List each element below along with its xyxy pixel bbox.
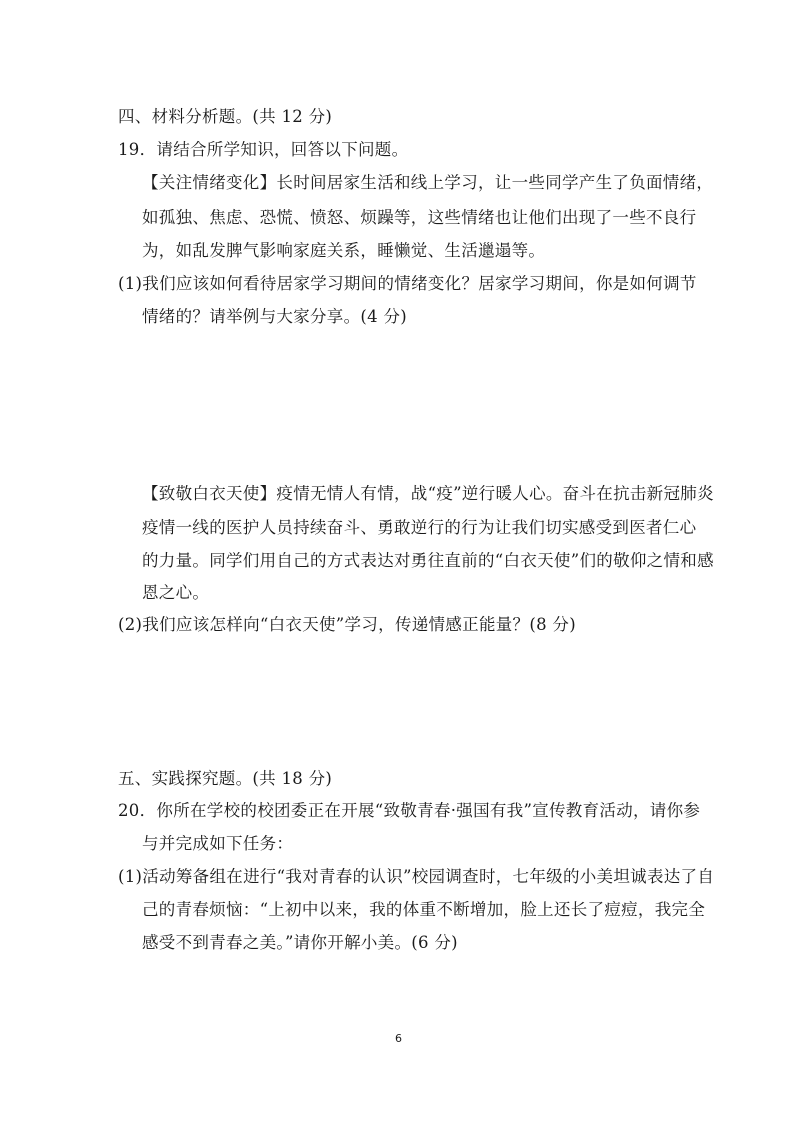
material-line: 恩之心。 — [142, 583, 210, 602]
material-line: 疫情一线的医护人员持续奋斗、勇敢逆行的行为让我们切实感受到医者仁心 — [142, 518, 697, 537]
question-19-sub-2: (2)我们应该怎样向“白衣天使”学习，传递情感正能量？(8 分) — [118, 615, 576, 634]
material-line: 【致敬白衣天使】疫情无情人有情，战“疫”逆行暖人心。奋斗在抗击新冠肺炎 — [142, 484, 714, 503]
page-number: 6 — [395, 1032, 402, 1045]
sub-question-line: (1)活动筹备组在进行“我对青春的认识”校园调查时，七年级的小美坦诚表达了自 — [118, 867, 715, 886]
material-line: 【关注情绪变化】长时间居家生活和线上学习，让一些同学产生了负面情绪， — [142, 173, 714, 192]
section-5-heading: 五、实践探究题。(共 18 分) — [118, 769, 333, 788]
prompt-line: 20．你所在学校的校团委正在开展“致敬青春·强国有我”宣传教育活动，请你参 — [118, 801, 701, 820]
sub-question-line: 己的青春烦恼：“上初中以来，我的体重不断增加，脸上还长了痘痘，我完全 — [142, 900, 706, 919]
material-line: 的力量。同学们用自己的方式表达对勇往直前的“白衣天使”们的敬仰之情和感 — [142, 551, 714, 570]
prompt-line: 与并完成如下任务： — [142, 834, 294, 853]
sub-question-line: 情绪的？请举例与大家分享。(4 分) — [142, 307, 408, 326]
material-line: 如孤独、焦虑、恐慌、愤怒、烦躁等，这些情绪也让他们出现了一些不良行 — [142, 208, 697, 227]
section-4-heading: 四、材料分析题。(共 12 分) — [118, 107, 333, 126]
material-line: 为，如乱发脾气影响家庭关系，睡懒觉、生活邋遢等。 — [142, 241, 546, 260]
sub-question-line: 感受不到青春之美。”请你开解小美。(6 分) — [142, 933, 458, 952]
sub-question-line: (1)我们应该如何看待居家学习期间的情绪变化？居家学习期间，你是如何调节 — [118, 274, 697, 293]
question-19-prompt: 19．请结合所学知识，回答以下问题。 — [118, 140, 409, 159]
